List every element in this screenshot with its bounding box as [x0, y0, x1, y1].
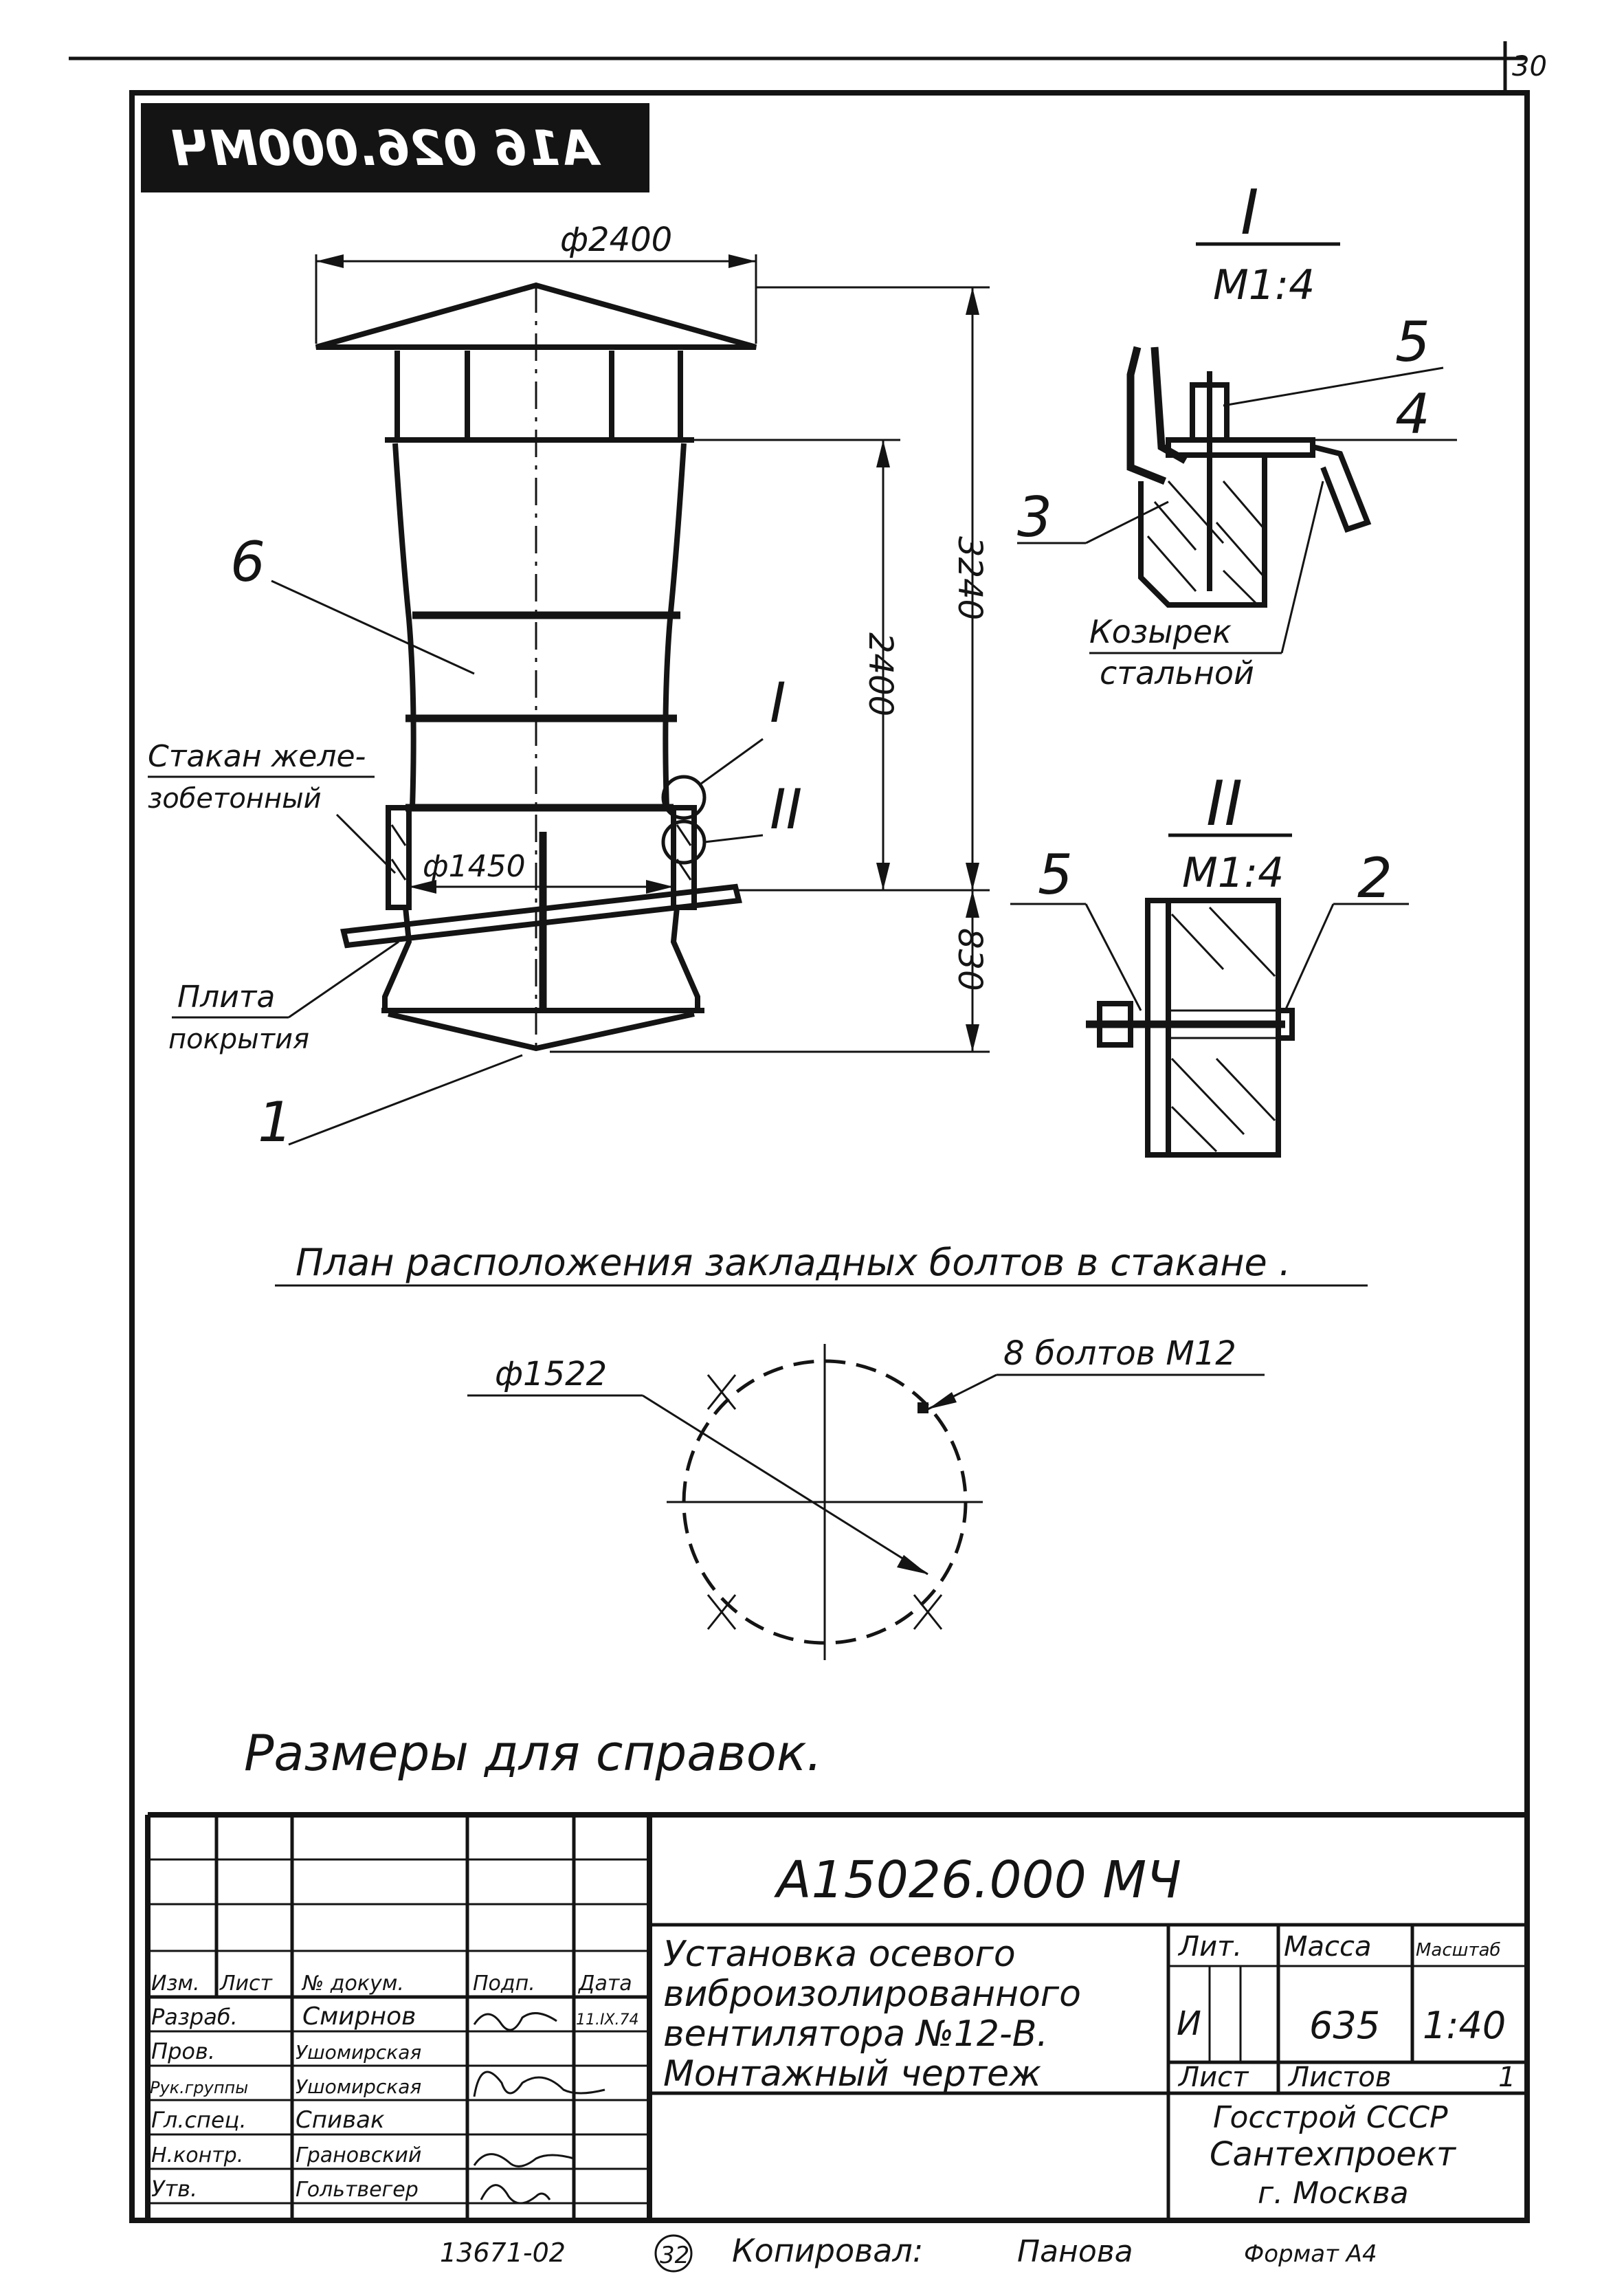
detail-I-callout-4: 4: [1395, 382, 1430, 446]
footer-circled-no: 32: [660, 2242, 690, 2269]
leader-II: [704, 835, 763, 842]
footer-inventory: 13671-02: [440, 2238, 566, 2268]
leader-6: [271, 581, 474, 674]
hatch: [1223, 481, 1265, 529]
hatch: [1148, 536, 1196, 591]
leader-2-II: [1285, 904, 1333, 1011]
bolt-plan: [275, 1241, 1368, 1660]
footer: [440, 2232, 1377, 2271]
tb-mass-value: 635: [1309, 2004, 1381, 2047]
tb-mass-header: Масса: [1284, 1931, 1372, 1963]
detail-I-label-line2: стальной: [1100, 654, 1254, 692]
tb-date: 11.IX.74: [576, 2011, 639, 2029]
detail-I: [1017, 177, 1457, 692]
tb-name: Смирнов: [302, 2002, 416, 2031]
title-block: [148, 1815, 1527, 2220]
detail-II-callout-5: 5: [1038, 843, 1073, 907]
leader-3: [1086, 502, 1168, 543]
dim-arrow: [966, 890, 979, 918]
tb-title-line: вентилятора №12-В.: [663, 2013, 1048, 2055]
dim-arrow: [876, 440, 890, 467]
callout-I: I: [770, 671, 786, 735]
signature-scribble: [481, 2185, 550, 2203]
tb-role: Утв.: [151, 2176, 198, 2202]
detail-I-callout-3: 3: [1017, 485, 1052, 549]
label-glass-line1: Стакан желе-: [148, 739, 366, 774]
tb-role: Рук.группы: [150, 2078, 249, 2097]
detail-I-marker: [663, 777, 704, 818]
leader-1: [289, 1055, 522, 1145]
tb-lit-header: Лит.: [1179, 1931, 1243, 1963]
hatch: [1216, 1059, 1275, 1121]
bolts-label: 8 болтов М12: [1003, 1334, 1236, 1373]
label-glass-line2: зобетонный: [148, 783, 322, 815]
dim-arrow: [728, 254, 756, 268]
signature-scribble: [474, 2013, 557, 2030]
detail-II-title: II: [1206, 768, 1243, 840]
page-number: 30: [1512, 51, 1547, 82]
shell-left: [395, 443, 414, 808]
tb-scale-header: Масштаб: [1416, 1940, 1501, 1961]
tb-sheet-header: Лист: [1179, 2062, 1249, 2093]
dim-inner-diameter: ф1450: [423, 849, 526, 884]
leader-I: [701, 739, 763, 784]
shell-right: [665, 443, 684, 808]
dim-bolt-diameter: ф1522: [495, 1355, 608, 1393]
mirrored-stamp: [141, 103, 649, 192]
detail-I-label-line1: Козырек: [1089, 613, 1232, 650]
callout-1: 1: [258, 1090, 293, 1154]
tb-name: Грановский: [296, 2143, 422, 2167]
footer-copied-name: Панова: [1017, 2234, 1133, 2269]
footer-format: Формат А4: [1244, 2240, 1377, 2268]
tb-header-docno: № докум.: [302, 1972, 404, 1996]
hatch: [1172, 1059, 1244, 1134]
tb-name: Ушомирская: [296, 2075, 422, 2098]
dim-arrow: [966, 863, 979, 890]
stamp-code: A16 026.000MЧ: [170, 120, 598, 177]
tb-doc-code: А15026.000 МЧ: [777, 1851, 1181, 1910]
callout-II: II: [770, 777, 803, 841]
hatch: [1223, 571, 1258, 605]
detail-II: [1010, 768, 1409, 1155]
hatch: [1172, 914, 1223, 969]
tb-scale-value: 1:40: [1423, 2004, 1506, 2047]
detail-I-callout-5: 5: [1395, 310, 1430, 374]
tb-sheets-value: 1: [1498, 2062, 1516, 2093]
dim-hood-diameter: ф2400: [560, 221, 673, 259]
tb-header-list: Лист: [220, 1972, 273, 1996]
leader-5-II: [1086, 904, 1141, 1011]
tb-header-date: Дата: [579, 1972, 632, 1996]
detail-II-callout-2: 2: [1357, 846, 1392, 910]
tb-title-line: Монтажный чертеж: [663, 2053, 1041, 2095]
tb-name: Ушомирская: [296, 2041, 422, 2064]
tb-name: Спивак: [296, 2106, 385, 2134]
hatch: [1216, 522, 1265, 577]
base-cone: [388, 1014, 694, 1048]
tb-role: Гл.спец.: [151, 2107, 247, 2133]
glass-hatch: [392, 825, 405, 846]
hatch: [1172, 1107, 1216, 1151]
tb-org-line2: Сантехпроект: [1210, 2135, 1456, 2174]
tb-org-line3: г. Москва: [1258, 2176, 1409, 2211]
glass-hatch: [677, 825, 691, 846]
dim-height-2400: 2400: [861, 632, 900, 717]
tb-role: Разраб.: [151, 2004, 238, 2030]
main-view: [148, 221, 990, 1154]
tb-lit-value: И: [1177, 2005, 1201, 2043]
note-reference-dims: Размеры для справок.: [244, 1724, 823, 1782]
callout-6: 6: [230, 530, 265, 594]
detail-II-marker: [663, 821, 704, 863]
dim-height-3240: 3240: [950, 536, 989, 621]
glass-hatch: [392, 859, 405, 880]
label-slab-line1: Плита: [177, 980, 276, 1015]
hatch: [1155, 502, 1196, 550]
tb-role: Н.контр.: [151, 2143, 244, 2167]
tb-title-line: Установка осевого: [663, 1934, 1016, 1975]
bolt-mark: [917, 1402, 928, 1413]
tb-header-izm: Изм.: [151, 1972, 200, 1996]
dim-arrow: [316, 254, 344, 268]
dim-height-830: 830: [950, 928, 989, 991]
signature-scribble: [474, 2072, 605, 2097]
tb-org-line1: Госстрой СССР: [1213, 2100, 1448, 2135]
dim-arrow: [966, 1024, 979, 1052]
lower-cone-right: [674, 907, 698, 1011]
detail-I-title: I: [1241, 177, 1259, 249]
glass-wall-left: [388, 808, 409, 907]
signature-scribble: [474, 2154, 574, 2167]
tb-sheets-header: Листов: [1289, 2062, 1392, 2093]
bolt-plan-title: План расположения закладных болтов в стакане .: [296, 1241, 1291, 1284]
label-slab-line2: покрытия: [168, 1024, 310, 1055]
tb-role: Пров.: [151, 2038, 215, 2064]
detail-I-scale: М1:4: [1213, 261, 1315, 309]
leader-visor: [1282, 481, 1323, 653]
tb-title-line: виброизолированного: [663, 1974, 1081, 2015]
hatch: [1168, 481, 1223, 543]
detail-II-scale: М1:4: [1182, 849, 1284, 897]
dim-arrow: [928, 1392, 957, 1409]
tb-name: Гольтвегер: [296, 2178, 419, 2202]
dim-arrow: [966, 287, 979, 315]
dim-arrow: [876, 863, 890, 890]
footer-copied-label: Копировал:: [732, 2232, 924, 2269]
tb-header-sign: Подп.: [473, 1972, 535, 1996]
